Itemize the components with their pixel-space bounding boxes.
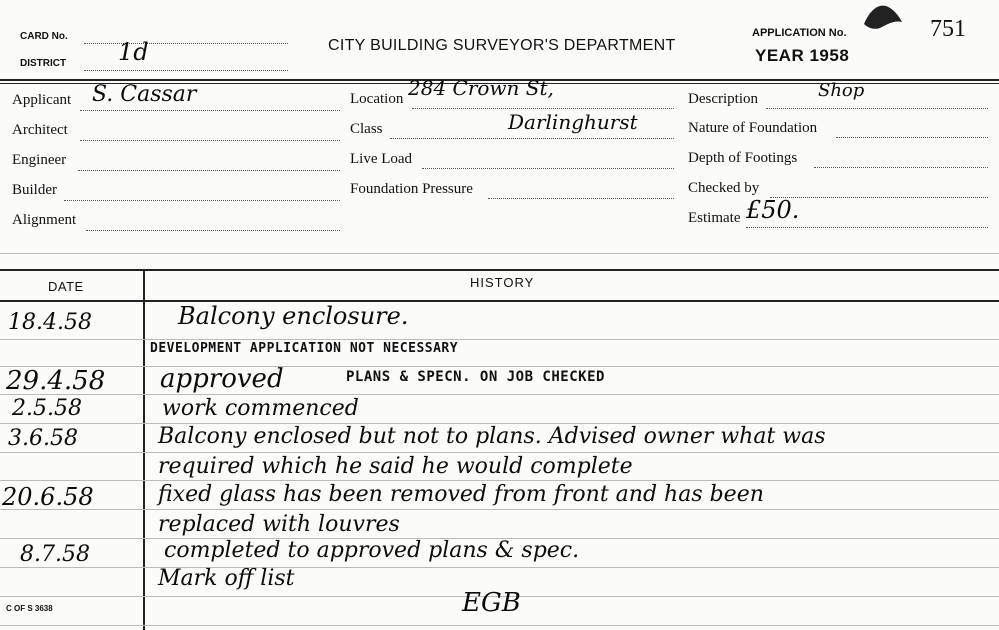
details-rule — [0, 253, 999, 254]
ruled-line — [0, 339, 999, 340]
applicant-line — [80, 110, 340, 111]
nature-of-foundation-label: Nature of Foundation — [688, 120, 818, 136]
applicant-value: S. Cassar — [92, 82, 197, 107]
history-date: 18.4.58 — [8, 310, 92, 335]
depth-of-footings-label: Depth of Footings — [688, 150, 798, 166]
history-entry: Balcony enclosure. — [178, 302, 409, 330]
class-label: Class — [350, 121, 383, 137]
application-number: 751 — [930, 16, 966, 42]
location-label: Location — [350, 91, 404, 107]
ruled-line — [0, 394, 999, 395]
location-value: 284 Crown St, — [408, 76, 554, 100]
ruled-line — [0, 452, 999, 453]
history-entry: work commenced — [162, 396, 359, 421]
ink-blot-icon — [860, 0, 904, 32]
ruled-line — [0, 625, 999, 626]
district-value: 1d — [118, 38, 149, 66]
history-date: 8.7.58 — [20, 542, 90, 567]
year-label: YEAR 1958 — [755, 46, 850, 65]
class-value: Darlinghurst — [508, 110, 638, 134]
checked-by-line — [770, 197, 988, 198]
history-entry: completed to approved plans & spec. — [164, 538, 580, 563]
history-top-rule — [0, 269, 999, 271]
district-label: DISTRICT — [20, 58, 67, 69]
card-no-label: CARD No. — [20, 31, 68, 42]
checked-by-label: Checked by — [688, 180, 760, 196]
live-load-label: Live Load — [350, 151, 413, 167]
form-code: C OF S 3638 — [6, 604, 53, 613]
architect-label: Architect — [12, 122, 68, 138]
alignment-label: Alignment — [12, 212, 77, 228]
architect-line — [80, 140, 340, 141]
history-header: HISTORY — [470, 275, 535, 290]
ruled-line — [0, 366, 999, 367]
initials-signature: EGB — [462, 588, 521, 618]
history-date: 2.5.58 — [12, 396, 82, 421]
estimate-label: Estimate — [688, 210, 741, 226]
application-label: APPLICATION No. — [752, 27, 847, 39]
district-line — [84, 70, 288, 71]
history-date: 20.6.58 — [2, 483, 94, 511]
description-line — [766, 108, 988, 109]
history-stamp: DEVELOPMENT APPLICATION NOT NECESSARY — [150, 341, 459, 356]
history-date: 3.6.58 — [8, 426, 78, 451]
description-label: Description — [688, 91, 758, 107]
depth-of-footings-line — [814, 167, 988, 168]
date-column-divider — [143, 270, 145, 630]
nature-of-foundation-line — [836, 137, 988, 138]
class-line — [390, 138, 674, 139]
history-entry: Mark off list — [158, 566, 295, 591]
foundation-pressure-label: Foundation Pressure — [350, 181, 473, 197]
history-entry: replaced with louvres — [158, 512, 400, 537]
builder-line — [64, 200, 340, 201]
ruled-line — [0, 480, 999, 481]
card-no-line — [84, 43, 288, 44]
alignment-line — [86, 230, 340, 231]
history-entry: approved — [160, 364, 284, 394]
department-title: CITY BUILDING SURVEYOR'S DEPARTMENT — [328, 37, 676, 54]
engineer-line — [78, 170, 340, 171]
estimate-line — [746, 227, 988, 228]
history-entry: required which he said he would complete — [158, 454, 633, 479]
location-line — [412, 108, 674, 109]
description-value: Shop — [818, 80, 865, 101]
engineer-label: Engineer — [12, 152, 67, 168]
date-header: DATE — [48, 279, 84, 294]
history-header-rule — [0, 300, 999, 302]
builder-label: Builder — [12, 182, 57, 198]
applicant-label: Applicant — [12, 92, 72, 108]
foundation-pressure-line — [488, 198, 674, 199]
estimate-value: £50. — [746, 196, 800, 224]
history-entry: fixed glass has been removed from front and has been — [158, 482, 764, 507]
history-stamp: PLANS & SPECN. ON JOB CHECKED — [346, 369, 605, 385]
ruled-line — [0, 567, 999, 568]
ruled-line — [0, 509, 999, 510]
history-date: 29.4.58 — [6, 366, 106, 396]
history-entry: Balcony enclosed but not to plans. Advised owner what was — [158, 424, 826, 449]
live-load-line — [422, 168, 674, 169]
